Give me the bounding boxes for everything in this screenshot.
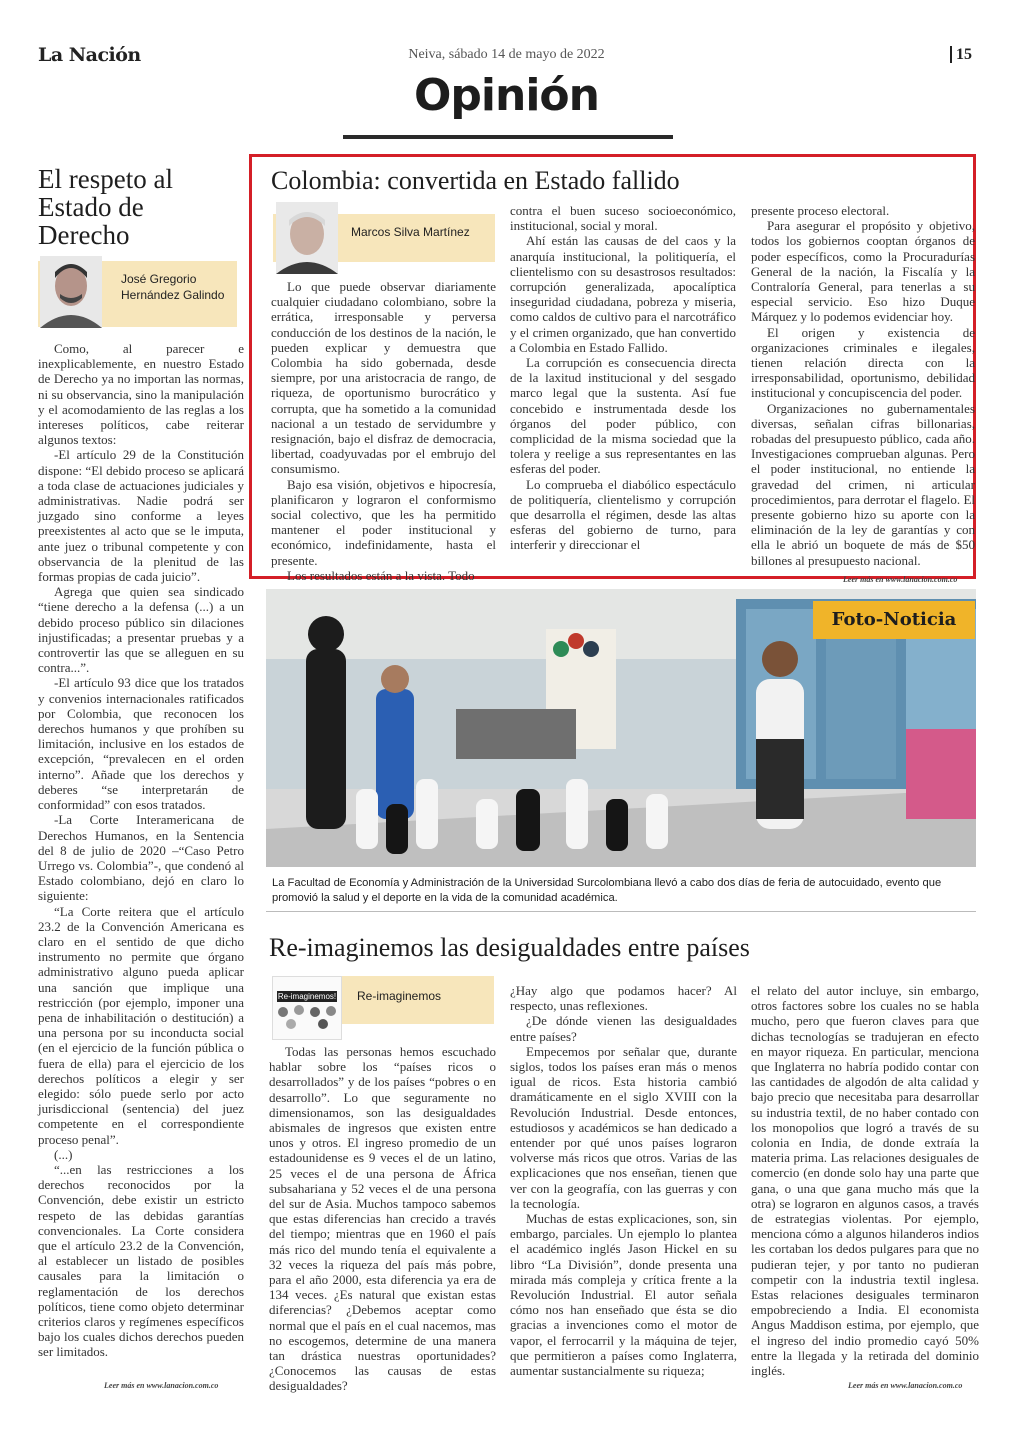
people-group-icon	[273, 1002, 341, 1032]
bottom-article-byline	[272, 976, 494, 1024]
top-article-author: Marcos Silva Martínez	[351, 225, 470, 239]
paragraph: Todas las personas hemos escuchado hablar sobre los “países ricos o desarrollados” y de los países “pobres o en desarrollo”. Lo que seguramente no dimensionamos, son las desigualdades abismales de ingresos que existen entre unos y otros. El ingreso promedio de un estadounidense es 9 veces el de un latino, 25 veces el de una persona de África subsahariana y 52 veces el de una persona del sur de Asia. Muchos tampoco sabemos que estas diferencias han crecido a través del tiempo; mientras que en 1960 el país más rico del mundo tenía el equivalente a 32 veces la riqueza del país más pobre, para el año 2000, esta diferencia ya era de 134 veces. ¿Es natural que existan estas diferencias? ¿Debemos aceptar como normal que el país en el cual nacemos, mas no escogemos, determine de una manera tan drástica nuestras oportunidades? ¿Conocemos las causas de estas desigualdades?	[269, 1044, 496, 1394]
section-title: Opinión	[414, 70, 599, 121]
bottom-article-column-1	[269, 1044, 496, 1394]
author-portrait-icon	[276, 202, 338, 274]
bottom-article-author: Re-imaginemos	[357, 989, 442, 1003]
paragraph: “La Corte reitera que el artículo 23.2 de la Convención Americana es claro en el sentido de que dicho instrumento no permite que órgano administrativo alguno pueda aplicar una sanción que implique una restricción (por ejemplo, imponer una pena de inhabilitación o destitución) a una persona por su inconducta social (en el ejercicio de la función pública o fuera de ella) para el ejercicio de los derechos políticos a elegir y ser elegido: sólo puede serlo por acto jurisdiccional (sentencia) del juez competente en el correspondiente proceso penal”.	[38, 903, 244, 1147]
bottom-article-column-2	[510, 983, 737, 1380]
left-article-read-more[interactable]: Leer más en www.lanacion.com.co	[104, 1381, 219, 1390]
page-number: 15	[950, 46, 972, 63]
left-article-byline	[38, 261, 237, 327]
bottom-article-read-more[interactable]: Leer más en www.lanacion.com.co	[848, 1381, 963, 1390]
photo-caption: La Facultad de Economía y Administración de la Universidad Surcolombiana llevó a cabo dos días de feria de autocuidado, evento que promovió la salud y el deporte en la vida de la comunidad académica.	[272, 877, 942, 904]
paragraph: Para asegurar el propósito y objetivo, todos los gobiernos cooptan órganos de poder específicos, como la Procuradurías General de la nación, la Fiscalía y la Contraloría General, para tenerlas a su especial servicio. Eso hizo Duque Márquez y lo podemos evidenciar hoy.	[751, 218, 975, 325]
left-article-body	[38, 341, 244, 1381]
paragraph: ¿De dónde vienen las desigualdades entre países?	[510, 1013, 737, 1044]
paragraph: presente proceso electoral.	[751, 203, 890, 218]
paragraph: Lo comprueba el diabólico espectáculo de politiquería, clientelismo y corrupción que desarrolla el régimen, desde las altas esferas del gobierno de turno, para interferir y direccionar el	[510, 476, 736, 553]
paragraph: (...)	[54, 1146, 73, 1162]
dateline: Neiva, sábado 14 de mayo de 2022	[408, 47, 605, 62]
paragraph: Organizaciones no gubernamentales diversas, señalan cifras billonarias, robadas del presupuesto público, cada año. Investigaciones comprueban algunas. Pero el poder institucional, no entiende la gravedad del crimen, ni articular procedimientos, para derrotar el flagelo. El presente gobierno hizo su aporte con la eliminación de la ley de garantías y con ella le abrió un boquete de más de $50 billones al presupuesto nacional.	[751, 400, 975, 568]
top-article-byline	[273, 214, 495, 262]
top-article-column-1	[271, 279, 496, 583]
paragraph: La corrupción es consecuencia directa de la laxitud institucional y del sesgado marco legal que la sustenta. Así fue concebido e instrumentada desde los órganos del poder público, con complicidad de la misma sociedad que la tolera y reelige a sus representantes en las esferas del poder.	[510, 355, 736, 477]
left-article-author: José Gregorio Hernández Galindo	[121, 272, 225, 302]
paragraph: -El artículo 93 dice que los tratados y convenios internacionales ratificados por Colombia, que reconocen los derechos humanos y que prohíben su limitación, inclusive en los estados de excepción, “prevalecen en el orden interno”. Añade que los derechos y deberes “se interpretarán de conformidad” con esos tratados.	[38, 675, 244, 813]
bottom-article-column-3	[751, 983, 979, 1380]
paragraph: Los resultados están a la vista. Todo	[287, 567, 475, 583]
top-article-title: Colombia: convertida en Estado fallido	[271, 166, 680, 195]
reimaginemos-logo-text: Re-imaginemos!	[277, 992, 337, 1001]
paragraph: ¿Hay algo que podamos hacer? Al respecto, unas reflexiones.	[510, 983, 737, 1014]
paragraph: Empecemos por señalar que, durante siglos, todos los países eran más o menos igual de ricos. Esta historia cambió dramáticamente en el siglo XVIII con la Revolución Industrial. Desde entonces, estudiosos y académicos se han dedicado a entender por qué unos países lograron volverse más ricos que otros. Varias de las explicaciones que nos enseñan, tienen que ver con la geografía, con las guerras y con la tecnología.	[510, 1043, 737, 1211]
foto-noticia-label: Foto-Noticia	[831, 609, 957, 630]
paragraph: Lo que puede observar diariamente cualquier ciudadano colombiano, sobre la errática, irresponsable y perversa conducción de los destinos de la nación, le pueden explicar y demuestra que Colombia ha sido gobernada, desde siempre, por una aristocracia de rango, de riqueza, de oportunismo burocrático y corrupta, que ha sometido a la comunidad nacional a un testado de servidumbre y resignación, bajo el disfraz de democracia, libertad, coadyuvadas por el embrujo del consumismo.	[271, 279, 496, 477]
paragraph: contra el buen suceso socioeconómico, institucional, social y moral.	[510, 203, 736, 234]
top-article-read-more[interactable]: Leer más en www.lanacion.com.co	[843, 575, 958, 584]
top-article-column-2	[510, 203, 736, 569]
bottom-article-title: Re-imaginemos las desigualdades entre países	[269, 933, 750, 962]
paragraph: Muchas de estas explicaciones, son, sin embargo, parciales. Un ejemplo lo plantea el académico inglés Jason Hickel en su libro “La División”, donde presenta una mirada más compleja y crítica frente a la Revolución Industrial. El autor señala cómo nos han enseñado que ésta se dio gracias a invenciones como el motor de vapor, el ferrocarril y la máquina de tejer, que permitieron a países como Inglaterra, aumentar sustancialmente su riqueza;	[510, 1211, 737, 1379]
paragraph: “...en las restricciones a los derechos reconocidos por la Convención, debe existir un estricto respeto de las debidas garantías convencionales. La Corte considera que el artículo 23.2 de la Convención, al establecer un listado de posibles causales para la limitación o reglamentación de los derechos políticos, tiene como objeto determinar criterios claros y regímenes específicos bajo los cuales dichos derechos pueden ser limitados.	[38, 1161, 244, 1360]
paragraph: El origen y existencia de organizaciones criminales e ilegales, tienen relación directa con la irresponsabilidad, oportunismo, debilidad institucional y concupiscencia del poder.	[751, 324, 975, 401]
section-divider	[266, 911, 976, 912]
paragraph: Agrega que quien sea sindicado “tiene derecho a la defensa (...) a un debido proceso público sin dilaciones injustificadas; a presentar pruebas y a controvertir las que se alleguen en su contra...”.	[38, 584, 244, 676]
paragraph: Bajo esa visión, objetivos e hipocresía, planificaron y lograron el conformismo social colectivo, que les ha permitido mantener el poder institucional y económico, indefinidamente, hasta el presente.	[271, 476, 496, 568]
paragraph: -El artículo 29 de la Constitución dispone: “El debido proceso se aplicará a toda clase de actuaciones judiciales y administrativas. Nadie podrá ser juzgado sino conforme a leyes preexistentes al acto que se le imputa, ante juez o tribunal competente y con observancia de la plenitud de las formas propias de cada juicio”.	[38, 447, 244, 585]
reimaginemos-logo	[272, 976, 342, 1040]
paragraph: el relato del autor incluye, sin embargo, otros factores sobre los cuales no se habla mucho, pero que fueron claves para que dichas tecnologías se tradujeran en efecto en mayor riqueza. En particular, menciona que Inglaterra no habría podido contar con las cantidades de algodón de alta calidad y bajo precio que necesitaba para desarrollar su industria textil, de no haber contado con los monopolios que logró a través de su colonia en India, de donde extraía la materia prima. Las relaciones desiguales de comercio (en donde solo hay una parte que gana, o una que gana mucho más que la otra) se lograron en algunos casos, a través de estrategias violentas. Por ejemplo, menciona cómo a algunos hilanderos indios les cortaban los dedos pulgares para que no pudieran tejer, y por tanto no pudieran competir con la industria textil inglesa. Estas relaciones desiguales terminaron empobreciendo a India. El economista Angus Maddison estima, por ejemplo, que el ingreso del indio promedio cayó 50% entre la llegada y la retirada del dominio inglés.	[751, 983, 979, 1379]
left-article-title: El respeto al Estado de Derecho	[38, 164, 173, 250]
paragraph: -La Corte Interamericana de Derechos Humanos, en la Sentencia del 8 de julio de 2020 –“Caso Petro Urrego vs. Colombia”-, que condenó al Estado colombiano, dejó en claro lo siguiente:	[38, 812, 244, 904]
paragraph: Como, al parecer e inexplicablemente, en nuestro Estado de Derecho ya no importan las normas, ni su observancia, sino la manipulación y el acomodamiento de las reglas a los intereses políticos, cabe reiterar algunos textos:	[38, 341, 244, 448]
author-portrait-icon	[40, 256, 102, 328]
masthead-logo: La Nación	[38, 44, 141, 66]
top-article-column-3	[751, 203, 975, 569]
paragraph: Ahí están las causas de del caos y la anarquía institucional, la politiquería, el clientelismo con su desastrosos resultados: corrupción generalizada, apocalíptica inseguridad ciudadana, pobreza y miseria, como caldos de cultivo para el narcotráfico y el crimen organizado, que han convertido a Colombia en Estado Fallido.	[510, 233, 736, 355]
foto-noticia-badge	[813, 601, 975, 639]
section-rule	[343, 135, 673, 139]
